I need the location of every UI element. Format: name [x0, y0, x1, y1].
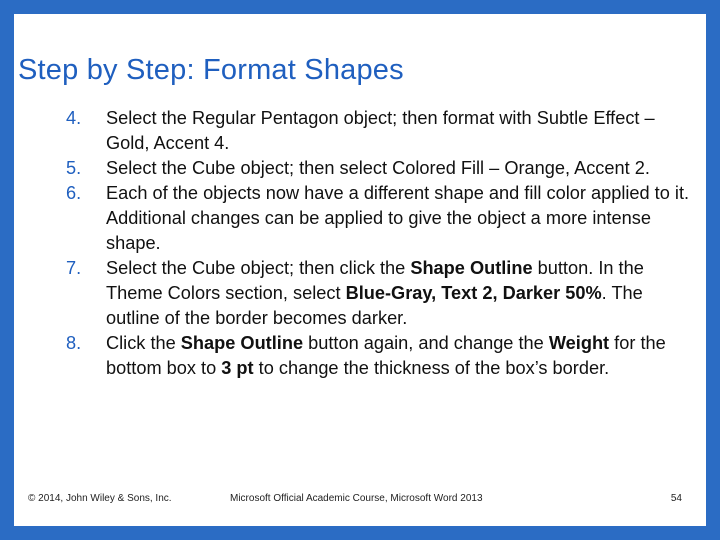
step-text-bold: Weight — [548, 333, 610, 353]
step-text — [106, 156, 692, 181]
step-text-run: Select the Regular Pentagon object; then format with Subtle Effect – Gold, Accent 4. — [106, 108, 655, 153]
step-number: 6. — [66, 183, 82, 203]
step-text-run: Select the Cube object; then click the — [106, 258, 411, 278]
steps-list — [62, 106, 692, 381]
step-number: 7. — [66, 258, 82, 278]
footer-course: Microsoft Official Academic Course, Microsoft Word 2013 — [230, 493, 483, 504]
step-item — [62, 106, 692, 156]
step-text-run: Select the Cube object; then select Colored Fill – Orange, Accent 2. — [106, 158, 650, 178]
step-text — [106, 331, 692, 381]
step-item — [62, 156, 692, 181]
step-text — [106, 256, 692, 331]
footer-page-number: 54 — [670, 493, 682, 504]
step-item — [62, 331, 692, 381]
step-text-run: for the bottom box to — [106, 333, 666, 378]
step-item — [62, 256, 692, 331]
footer-copyright: © 2014, John Wiley & Sons, Inc. — [28, 493, 172, 504]
step-text-bold: Blue-Gray, Text 2, Darker 50% — [345, 283, 602, 303]
step-text-run: Click the — [106, 333, 181, 353]
step-number: 5. — [66, 158, 82, 178]
step-text-run: button. In the Theme Colors section, select — [106, 258, 644, 303]
step-text-run: to change the thickness of the box’s border. — [253, 358, 610, 378]
step-text-run: button again, and change the — [303, 333, 549, 353]
step-number: 8. — [66, 333, 82, 353]
step-text-bold: 3 pt — [221, 358, 254, 378]
step-text-run: . The outline of the border becomes darker. — [106, 283, 643, 328]
step-text-bold: Shape Outline — [180, 333, 304, 353]
step-text-bold: Shape Outline — [410, 258, 533, 278]
step-number: 4. — [66, 108, 82, 128]
step-text — [106, 181, 692, 256]
step-item — [62, 181, 692, 256]
slide-title: Step by Step: Format Shapes — [18, 54, 404, 86]
step-text — [106, 106, 692, 156]
step-text-run: Each of the objects now have a different shape and fill color applied to it. Additional changes can be applied to give the object a more intense shape. — [106, 183, 690, 253]
